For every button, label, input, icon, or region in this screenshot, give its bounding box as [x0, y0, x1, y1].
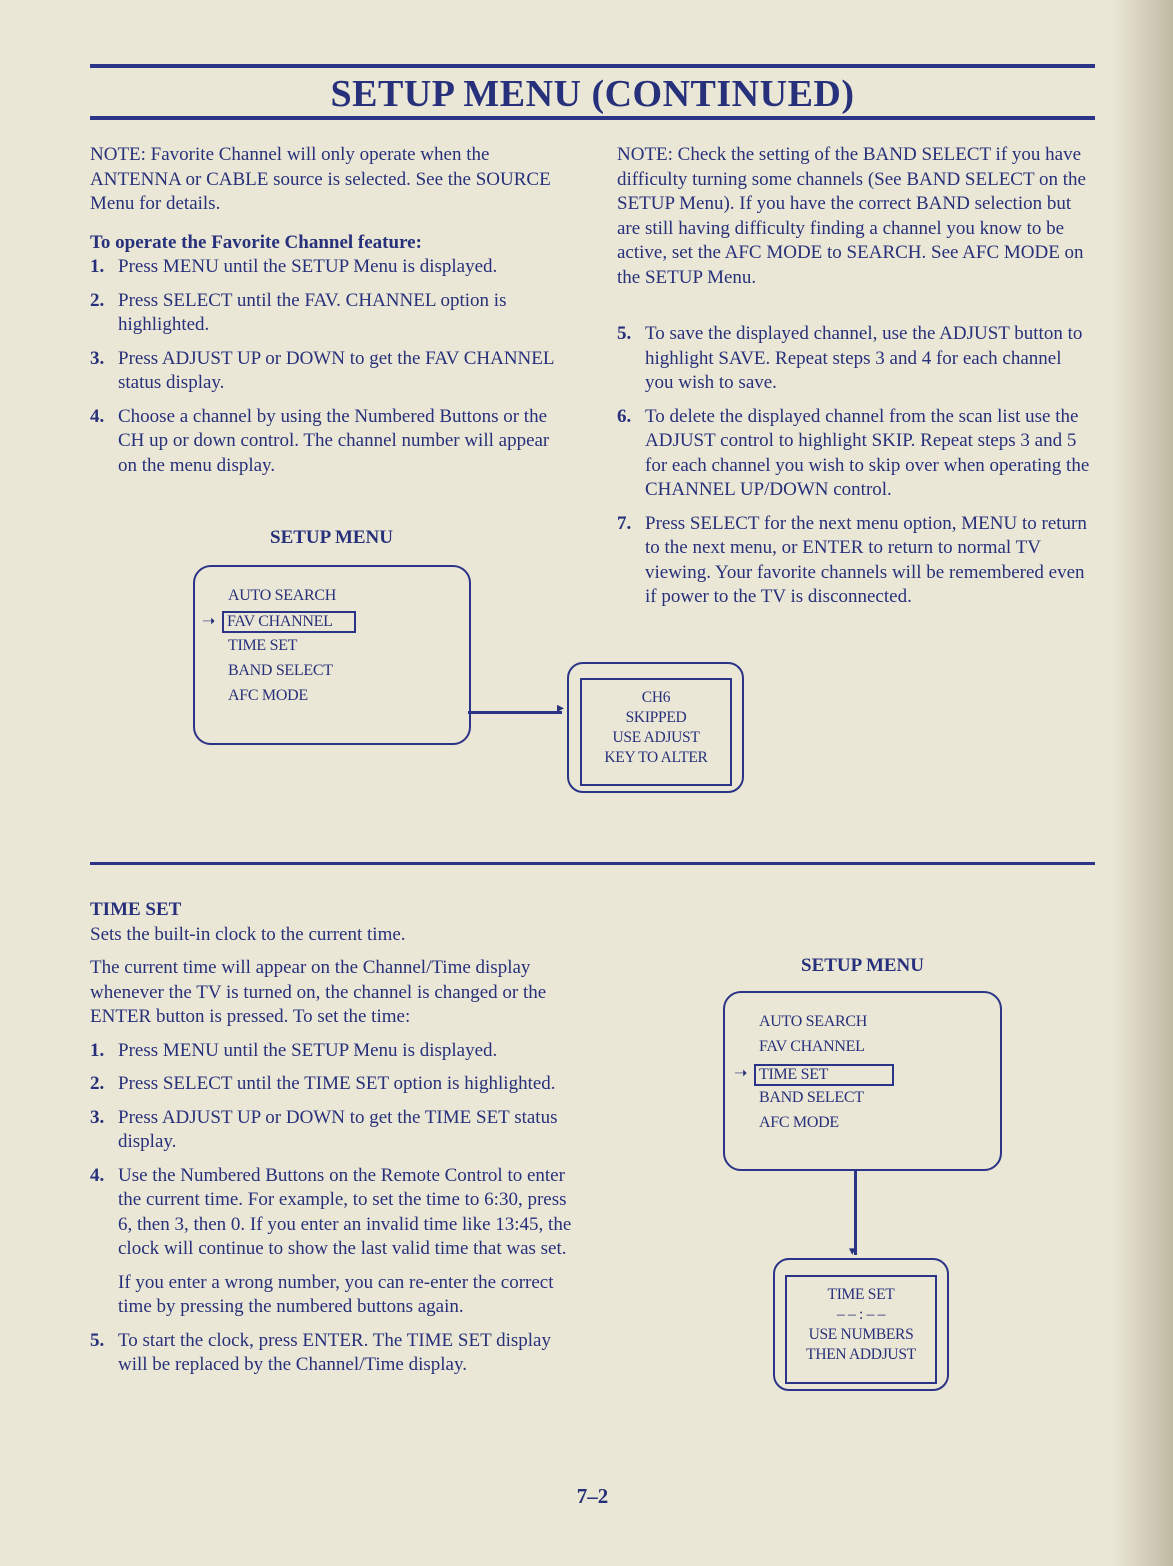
selection-arrow-icon: ➝ — [202, 613, 216, 630]
diagram2-label: SETUP MENU — [801, 955, 924, 976]
menu-item-time-set-highlighted: TIME SET — [754, 1064, 894, 1086]
list-item: 4. Use the Numbered Buttons on the Remote Control to enter the current time. For example, to set the time to 6:30, press 6, then 3, then 0. If you enter an invalid time like 13:45, the clock will continue to show the last valid time that was set. If you enter a wrong number, you can re-enter the correct time by pressing the numbered buttons again. — [90, 1164, 575, 1320]
menu-item-fav-channel: FAV CHANNEL — [759, 1038, 865, 1055]
time-set-heading: TIME SET — [90, 899, 182, 920]
header-bottom-rule — [90, 116, 1095, 120]
page-number: 7–2 — [576, 1484, 609, 1508]
display-line: TIME SET — [827, 1286, 895, 1303]
display-line: USE NUMBERS — [808, 1326, 914, 1343]
diagram1-connector-line — [468, 711, 562, 714]
diagram1-label: SETUP MENU — [270, 527, 393, 548]
menu-item-afc-mode: AFC MODE — [759, 1114, 839, 1131]
time-set-steps — [90, 1039, 575, 1378]
time-set-intro: Sets the built-in clock to the current time. — [90, 923, 406, 945]
diagram1-menu-box — [193, 565, 471, 745]
favorite-heading: To operate the Favorite Channel feature: — [90, 231, 422, 253]
diagram2-display-screen — [785, 1275, 937, 1384]
list-item-extra: If you enter a wrong number, you can re-enter the correct time by pressing the numbered buttons again. — [118, 1271, 554, 1317]
time-set-column — [90, 898, 575, 1387]
display-line: SKIPPED — [625, 709, 687, 726]
favorite-steps — [90, 255, 570, 478]
menu-item-band-select: BAND SELECT — [228, 662, 333, 679]
header-top-rule — [90, 64, 1095, 68]
list-item: 3. Press ADJUST UP or DOWN to get the TIME SET status display. — [90, 1106, 558, 1152]
display-line: USE ADJUST — [612, 729, 700, 746]
menu-item-band-select: BAND SELECT — [759, 1089, 864, 1106]
page-edge-shadow — [1113, 0, 1173, 1566]
right-top-column — [617, 143, 1092, 619]
left-top-column — [90, 143, 570, 487]
list-item: 1. Press MENU until the SETUP Menu is displayed. — [90, 1039, 498, 1061]
menu-item-auto-search: AUTO SEARCH — [228, 587, 336, 604]
favorite-steps-continued — [617, 322, 1092, 610]
list-item: 3. Press ADJUST UP or DOWN to get the FAV CHANNEL status display. — [90, 347, 554, 393]
band-select-note: NOTE: Check the setting of the BAND SELECT if you have difficulty turning some channels (See BAND SELECT on the SETUP Menu). If you have the correct BAND selection but are still having difficulty finding a channel you know to be active, set the AFC MODE to SEARCH. See AFC MODE on the SETUP Menu. — [617, 144, 1086, 288]
list-item: 1. Press MENU until the SETUP Menu is displayed. — [90, 256, 498, 277]
connector-arrowhead-icon: ▾ — [849, 1243, 856, 1258]
display-line: KEY TO ALTER — [604, 749, 708, 766]
connector-arrowhead-icon: ▸ — [557, 701, 565, 716]
list-item: 5. To start the clock, press ENTER. The TIME SET display will be replaced by the Channel/Time display. — [90, 1329, 551, 1375]
menu-item-fav-channel-highlighted: FAV CHANNEL — [222, 611, 356, 633]
selection-arrow-icon: ➝ — [734, 1065, 748, 1082]
diagram1-display-screen — [580, 678, 732, 786]
list-item: 7. Press SELECT for the next menu option, MENU to return to the next menu, or ENTER to return to normal TV viewing. Your favorite channels will be remembered even if power to the TV is disconnected. — [617, 512, 1087, 607]
diagram2-menu-box — [723, 991, 1002, 1171]
display-line: THEN ADDJUST — [806, 1346, 916, 1363]
list-item: 6. To delete the displayed channel from the scan list use the ADJUST control to highlight SKIP. Repeat steps 3 and 5 for each channel you wish to skip over when operating the CHANNEL UP/DOWN control. — [617, 405, 1090, 500]
time-set-para: The current time will appear on the Channel/Time display whenever the TV is turned on, the channel is changed or the ENTER button is pressed. To set the time: — [90, 957, 547, 1027]
page-title: SETUP MENU (CONTINUED) — [330, 73, 855, 115]
list-item: 2. Press SELECT until the FAV. CHANNEL option is highlighted. — [90, 289, 507, 335]
section-divider — [90, 862, 1095, 865]
display-line: CH6 — [641, 689, 671, 706]
display-line: – – : – – — [836, 1306, 886, 1323]
menu-item-auto-search: AUTO SEARCH — [759, 1013, 867, 1030]
menu-item-time-set: TIME SET — [228, 637, 298, 654]
menu-item-afc-mode: AFC MODE — [228, 687, 308, 704]
list-item: 5. To save the displayed channel, use the ADJUST button to highlight SAVE. Repeat steps 3 and 4 for each channel you wish to save. — [617, 323, 1083, 393]
favorite-note: NOTE: Favorite Channel will only operate when the ANTENNA or CABLE source is selected. See the SOURCE Menu for details. — [90, 144, 551, 214]
list-item: 4. Choose a channel by using the Numbered Buttons or the CH up or down control. The channel number will appear on the menu display. — [90, 405, 550, 476]
list-item: 2. Press SELECT until the TIME SET option is highlighted. — [90, 1073, 556, 1094]
